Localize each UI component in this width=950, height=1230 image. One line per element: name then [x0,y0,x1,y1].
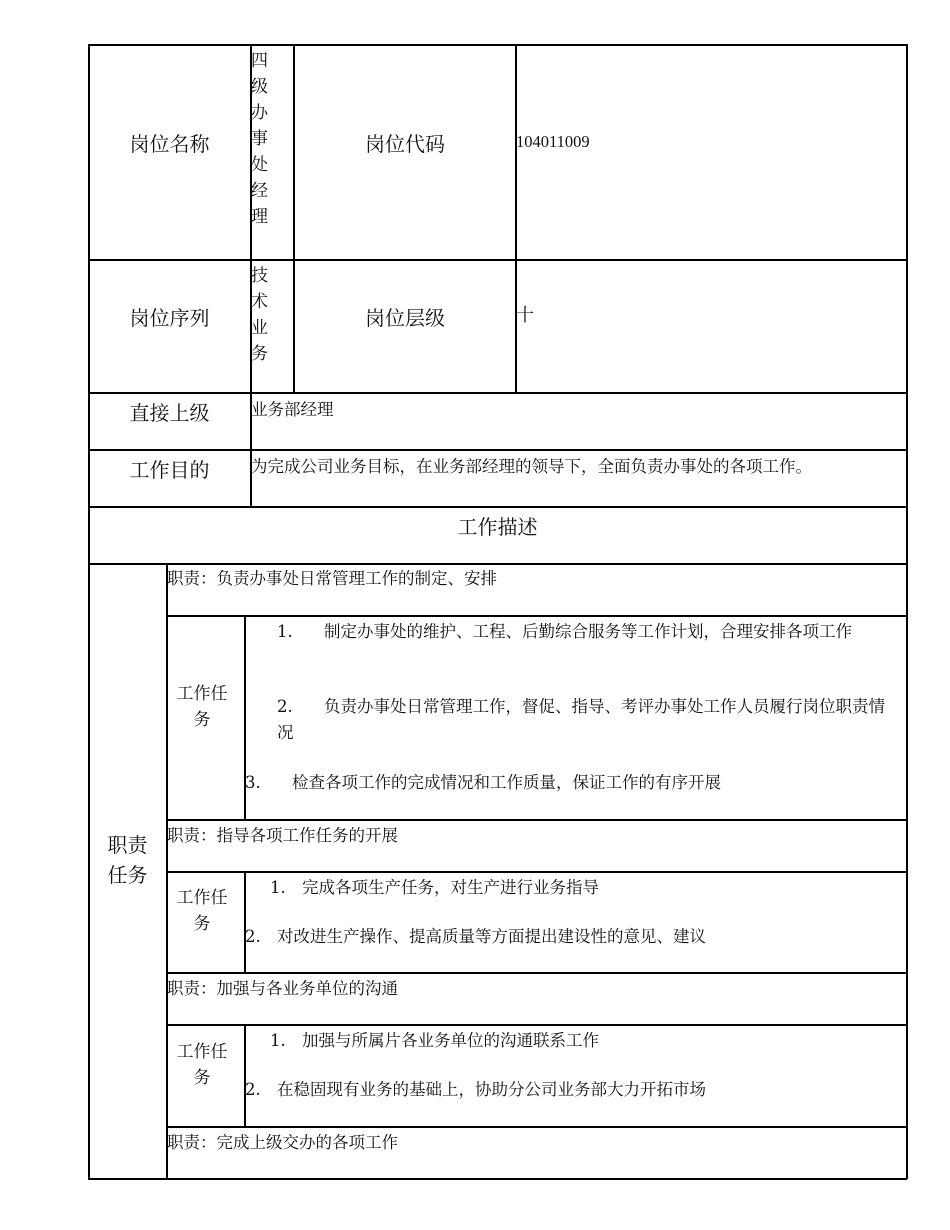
task-label: 工作任务 [176,684,228,730]
rule [244,1024,246,1127]
purpose-value: 为完成公司业务目标，在业务部经理的领导下，全面负责办事处的各项工作。 [251,457,812,476]
duties-side-label [88,830,167,890]
post-level-label: 岗位层级 [365,306,445,330]
duty-title: 职责：负责办事处日常管理工作的制定、安排 [167,569,497,588]
post-series-label: 岗位序列 [129,306,210,330]
task-item [277,619,892,645]
task-number: 3. [245,773,261,792]
post-level-value: 十 [516,305,534,326]
rule [88,44,907,46]
duty-title: 职责：完成上级交办的各项工作 [167,1133,398,1152]
rule [166,615,907,617]
task-number: 2. [245,927,261,946]
task-text: 完成各项生产任务，对生产进行业务指导 [302,878,599,897]
rule [88,1178,907,1180]
rule [88,392,907,394]
task-text: 加强与所属片各业务单位的沟通联系工作 [302,1031,599,1050]
rule [166,1126,907,1128]
section-title: 工作描述 [457,515,538,539]
post-series-value: 技术业务 [251,266,268,364]
superior-label: 直接上级 [129,401,210,425]
task-item [245,770,895,796]
task-item [270,875,890,901]
task-text: 检查各项工作的完成情况和工作质量，保证工作的有序开展 [292,773,721,792]
rule [515,44,517,393]
task-number: 1. [270,878,286,897]
rule [88,44,90,1179]
duty-title: 职责：加强与各业务单位的沟通 [167,979,398,998]
duty-title: 职责：指导各项工作任务的开展 [167,826,398,845]
task-label: 工作任务 [176,888,228,934]
rule [906,44,908,1179]
post-name-value: 四级办事处经理 [251,51,268,227]
rule [88,449,907,451]
task-item [277,694,892,746]
rule [88,563,907,565]
post-code-label: 岗位代码 [365,132,445,156]
rule [293,44,295,393]
rule [166,819,907,821]
task-number: 1. [270,1031,286,1050]
task-text: 制定办事处的维护、工程、后勤综合服务等工作计划，合理安排各项工作 [324,622,852,641]
purpose-label: 工作目的 [129,458,210,482]
task-number: 2. [277,697,293,716]
superior-value: 业务部经理 [251,400,334,419]
task-text: 对改进生产操作、提高质量等方面提出建设性的意见、建议 [277,927,706,946]
task-item [245,924,895,950]
task-number: 2. [245,1080,261,1099]
task-text: 在稳固现有业务的基础上，协助分公司业务部大力开拓市场 [277,1080,706,1099]
rule [88,506,907,508]
rule [244,871,246,973]
task-label: 工作任务 [176,1042,228,1088]
task-text: 负责办事处日常管理工作，督促、指导、考评办事处工作人员履行岗位职责情况 [277,697,885,742]
rule [88,259,907,261]
post-name-label: 岗位名称 [129,132,210,156]
duties-side-label-line: 职责 [107,833,148,857]
task-item [270,1028,890,1054]
rule [166,1024,907,1026]
task-item [245,1077,895,1103]
task-number: 1. [277,622,293,641]
duties-side-label-line: 任务 [107,863,148,887]
rule [166,871,907,873]
post-code-value: 104011009 [516,132,590,151]
rule [166,972,907,974]
